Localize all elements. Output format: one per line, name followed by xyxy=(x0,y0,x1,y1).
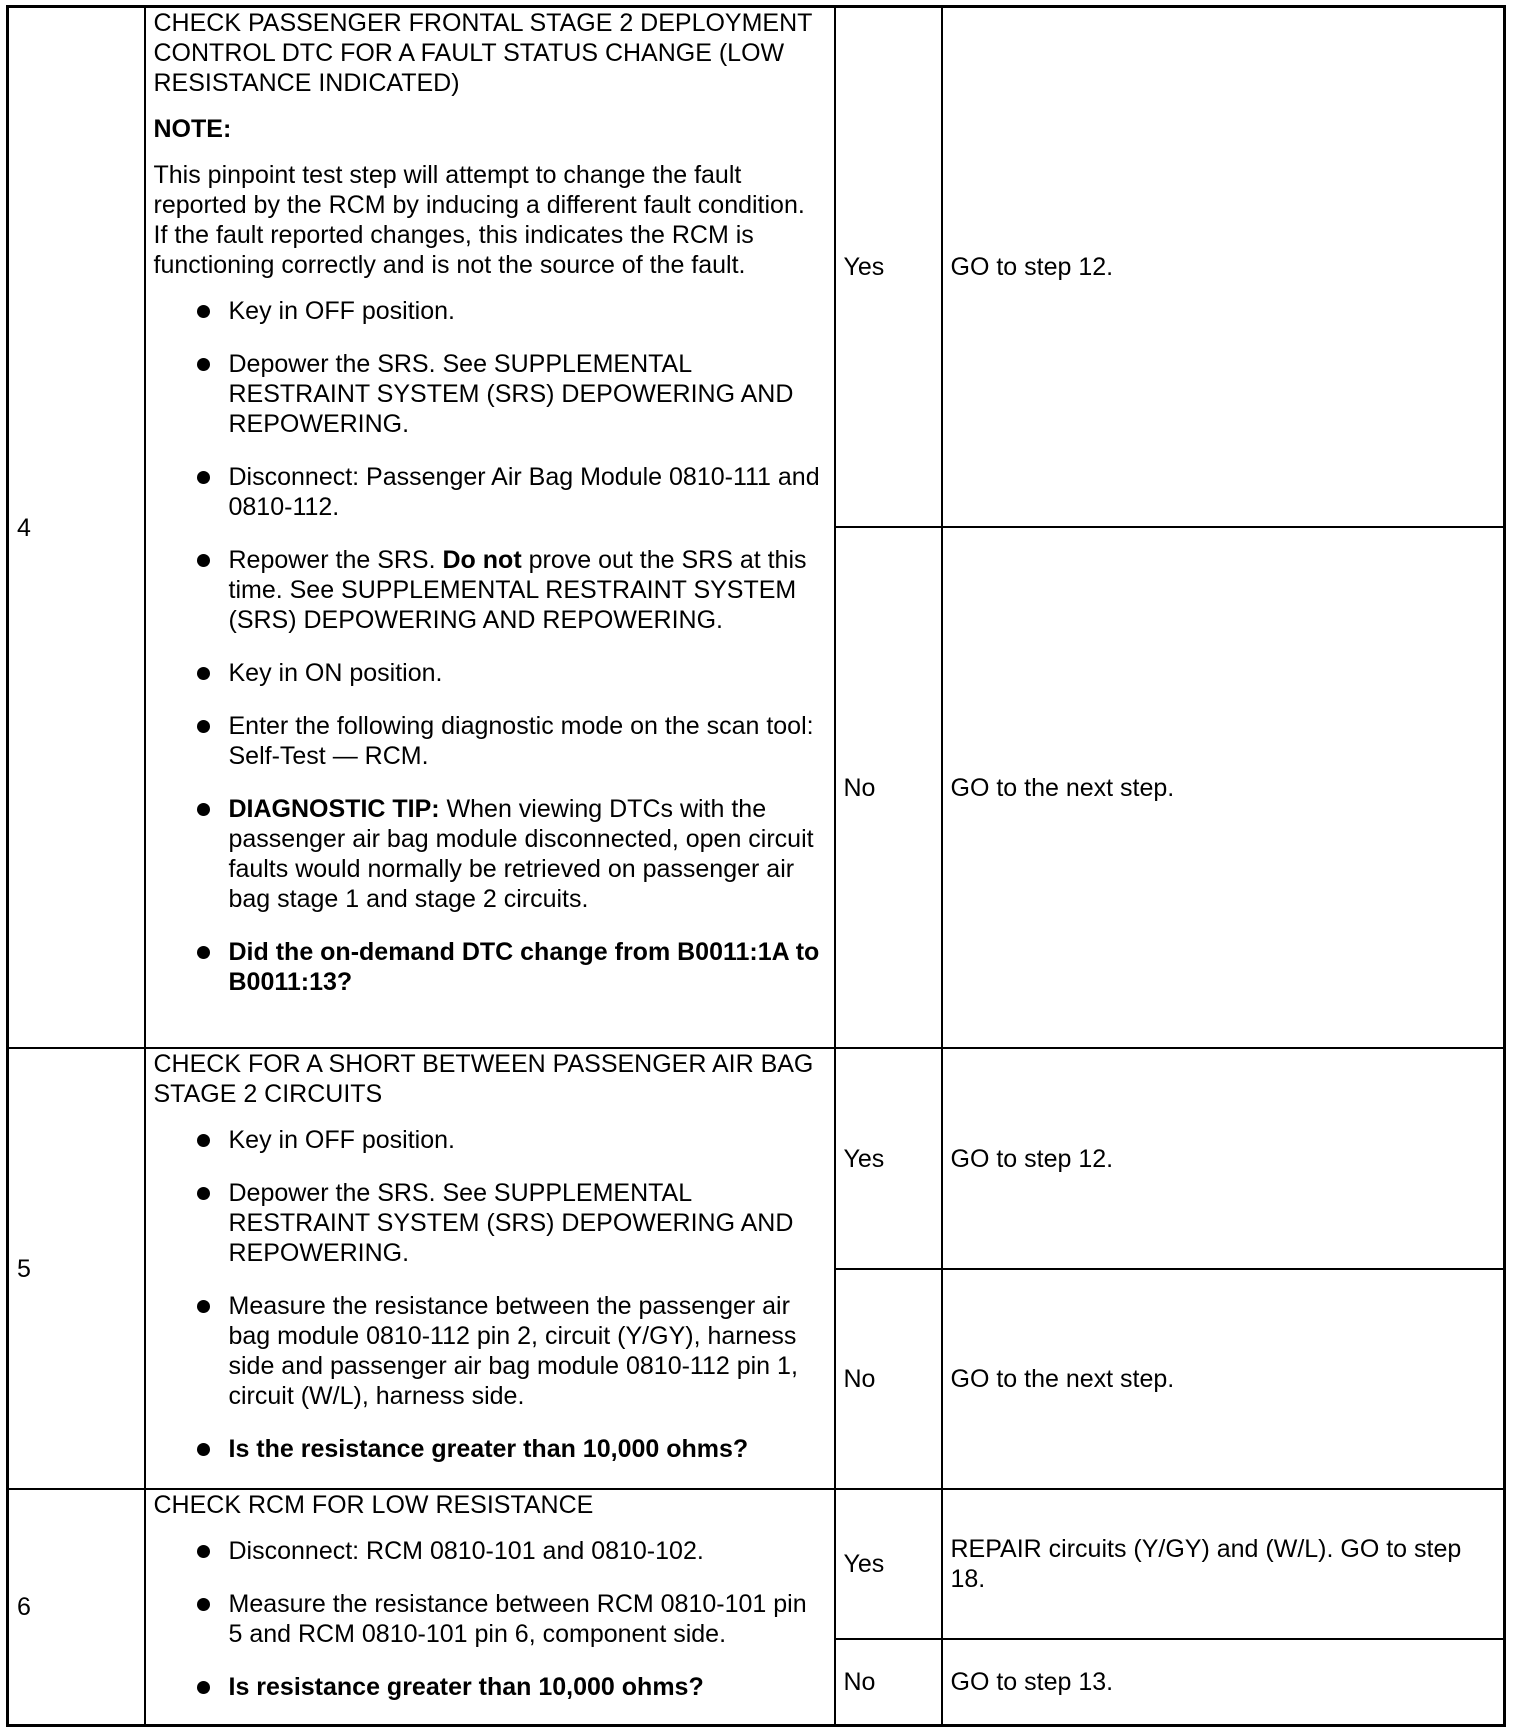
answer-no: No xyxy=(835,1269,942,1489)
action-list xyxy=(154,1125,826,1464)
bullet-icon xyxy=(197,1681,210,1694)
action-text: Disconnect: Passenger Air Bag Module 0810-111 and 0810-112. xyxy=(228,463,820,521)
action-item xyxy=(154,349,826,439)
bullet-icon xyxy=(197,720,210,733)
step-title: CHECK FOR A SHORT BETWEEN PASSENGER AIR BAG STAGE 2 CIRCUITS xyxy=(153,1050,814,1109)
action-item xyxy=(154,1291,826,1411)
action-text: prove out the SRS at this time. See SUPPLEMENTAL RESTRAINT SYSTEM (SRS) DEPOWERING AND REPOWERING. xyxy=(228,546,807,634)
answer-yes: Yes xyxy=(835,7,942,528)
action-text: When viewing DTCs with the passenger air bag module disconnected, open circuit faults would normally be retrieved on passenger air bag stage 1 and stage 2 circuits. xyxy=(228,795,814,913)
result-yes: GO to step 12. xyxy=(942,1048,1505,1268)
bullet-icon xyxy=(197,471,210,484)
question-item xyxy=(154,1672,826,1702)
question-text: Did the on-demand DTC change from B0011:1A to B0011:13? xyxy=(228,938,820,996)
question-item xyxy=(154,1434,826,1464)
bullet-icon xyxy=(197,1443,210,1456)
result-yes: REPAIR circuits (Y/GY) and (W/L). GO to step 18. xyxy=(942,1489,1505,1639)
result-no: GO to the next step. xyxy=(942,527,1505,1048)
pinpoint-test-body xyxy=(8,7,1505,1726)
step-title: CHECK RCM FOR LOW RESISTANCE xyxy=(153,1491,594,1520)
action-text: Depower the SRS. See SUPPLEMENTAL RESTRAINT SYSTEM (SRS) DEPOWERING AND REPOWERING. xyxy=(228,1179,794,1268)
step-row xyxy=(8,1489,1505,1639)
step-number: 5 xyxy=(8,1048,145,1489)
bullet-icon xyxy=(197,305,210,318)
action-item xyxy=(154,658,826,688)
action-text: Enter the following diagnostic mode on the scan tool: Self-Test — RCM. xyxy=(228,712,814,770)
action-item xyxy=(154,296,826,326)
note-heading: NOTE: xyxy=(153,115,232,143)
bullet-icon xyxy=(197,1545,210,1558)
result-no: GO to step 13. xyxy=(942,1639,1505,1725)
action-item xyxy=(154,1178,826,1268)
action-list xyxy=(154,1536,826,1702)
action-text: Key in OFF position. xyxy=(228,297,455,325)
bullet-icon xyxy=(197,1187,210,1200)
answer-yes: Yes xyxy=(835,1048,942,1268)
action-text: Depower the SRS. See SUPPLEMENTAL RESTRAINT SYSTEM (SRS) DEPOWERING AND REPOWERING. xyxy=(228,350,794,438)
step-action xyxy=(145,1489,835,1725)
action-bold-text: DIAGNOSTIC TIP: xyxy=(228,795,440,823)
action-text: Measure the resistance between RCM 0810-101 pin 5 and RCM 0810-101 pin 6, component side. xyxy=(228,1590,807,1649)
step-title: CHECK PASSENGER FRONTAL STAGE 2 DEPLOYMENT CONTROL DTC FOR A FAULT STATUS CHANGE (LOW RESISTANCE INDICATED) xyxy=(153,9,812,97)
step-action xyxy=(145,1048,835,1489)
answer-yes: Yes xyxy=(835,1489,942,1639)
action-item xyxy=(154,1536,826,1566)
action-text: Repower the SRS. xyxy=(228,546,443,574)
pinpoint-test-table xyxy=(6,5,1506,1727)
result-no: GO to the next step. xyxy=(942,1269,1505,1489)
answer-no: No xyxy=(835,527,942,1048)
step-number: 4 xyxy=(8,7,145,1049)
step-row xyxy=(8,1048,1505,1268)
question-text: Is the resistance greater than 10,000 ohms? xyxy=(228,1435,749,1464)
result-yes: GO to step 12. xyxy=(942,7,1505,528)
action-text: Key in OFF position. xyxy=(228,1126,455,1155)
bullet-icon xyxy=(197,1134,210,1147)
step-row xyxy=(8,7,1505,528)
action-text: Disconnect: RCM 0810-101 and 0810-102. xyxy=(228,1537,704,1566)
bullet-icon xyxy=(197,1598,210,1611)
action-item xyxy=(154,1125,826,1155)
question-item xyxy=(154,937,826,997)
action-text: Measure the resistance between the passenger air bag module 0810-112 pin 2, circuit (Y/GY), harness side and passenger air bag module 0810-112 pin 1, circuit (W/L), harness side. xyxy=(228,1292,798,1411)
step-number: 6 xyxy=(8,1489,145,1725)
action-item xyxy=(154,462,826,522)
action-item xyxy=(154,794,826,914)
step-action xyxy=(145,7,835,1049)
action-item xyxy=(154,1589,826,1649)
action-item xyxy=(154,711,826,771)
bullet-icon xyxy=(197,803,210,816)
note-text: This pinpoint test step will attempt to change the fault reported by the RCM by inducing a different fault condition. If the fault reported changes, this indicates the RCM is functioning correctly and is not the source of the fault. xyxy=(153,161,805,279)
bullet-icon xyxy=(197,946,210,959)
action-bold-text: Do not xyxy=(442,546,522,574)
answer-no: No xyxy=(835,1639,942,1725)
question-text: Is resistance greater than 10,000 ohms? xyxy=(228,1673,704,1702)
action-item xyxy=(154,545,826,635)
action-list xyxy=(154,296,826,997)
bullet-icon xyxy=(197,1300,210,1313)
action-text: Key in ON position. xyxy=(228,659,443,687)
bullet-icon xyxy=(197,667,210,680)
bullet-icon xyxy=(197,358,210,371)
bullet-icon xyxy=(197,554,210,567)
